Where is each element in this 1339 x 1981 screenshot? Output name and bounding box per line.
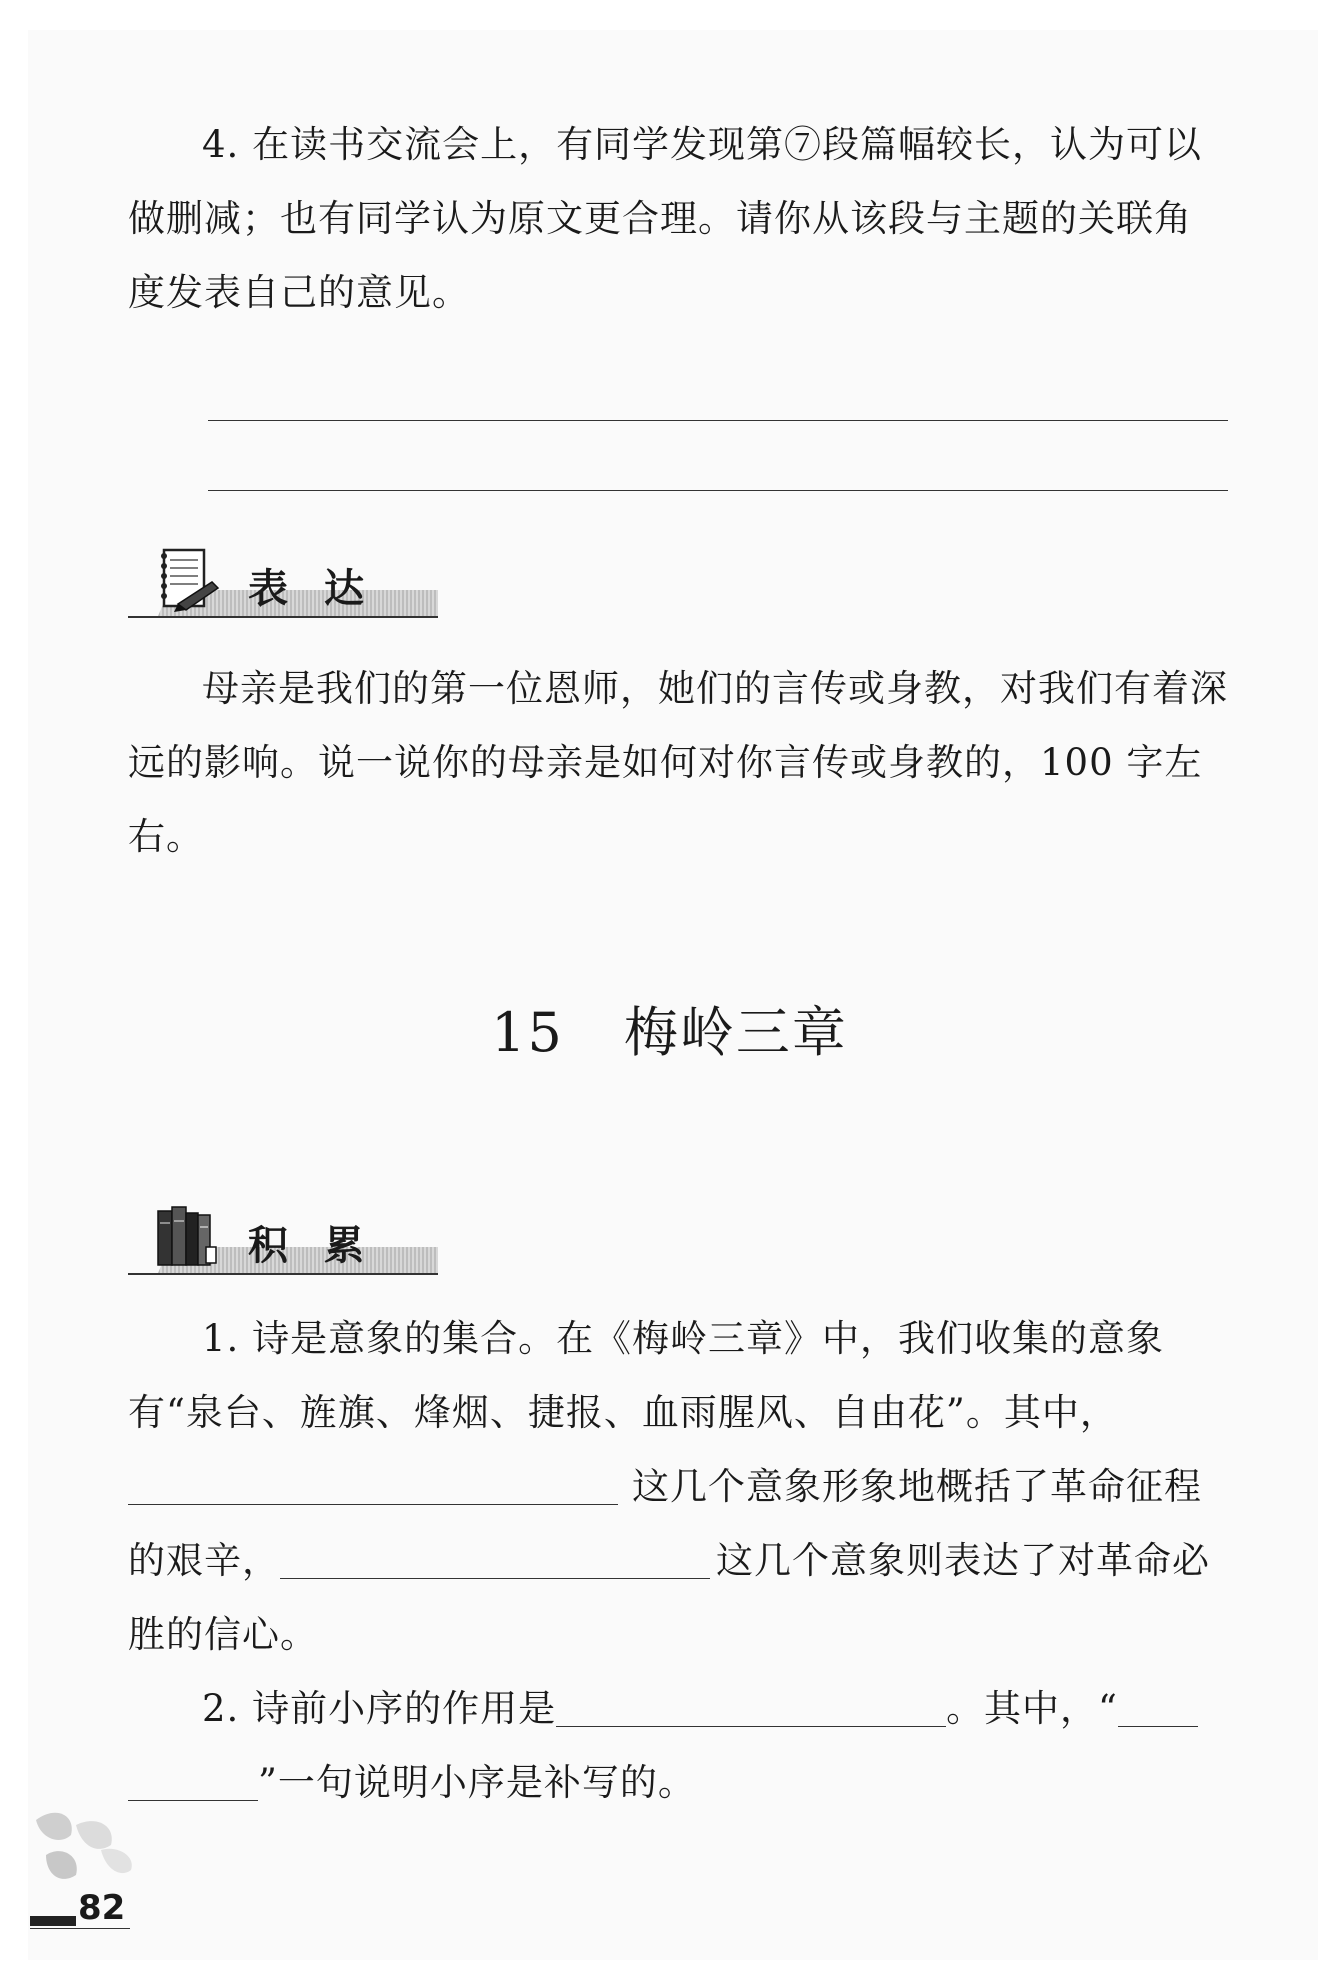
page-number: 82 bbox=[78, 1888, 126, 1928]
fill-blank[interactable] bbox=[556, 1689, 946, 1727]
footer-bar bbox=[30, 1916, 76, 1926]
answer-line[interactable] bbox=[208, 490, 1228, 491]
lesson-title bbox=[0, 990, 1339, 1067]
lesson-name: 梅岭三章 bbox=[623, 1001, 848, 1064]
section-header-accumulate bbox=[128, 1195, 438, 1275]
answer-line[interactable] bbox=[208, 420, 1228, 421]
fill-blank[interactable] bbox=[328, 1467, 618, 1505]
question-text: 。其中，“ bbox=[946, 1687, 1118, 1730]
section-title-expression: 表达 bbox=[248, 566, 400, 612]
accumulate-question-2 bbox=[128, 1672, 1228, 1820]
question-text: 这几个意象形象地概括了革命征程的艰辛， bbox=[128, 1465, 1202, 1582]
question-text: 2. 诗前小序的作用是 bbox=[202, 1687, 557, 1730]
section-header-rule bbox=[128, 616, 438, 618]
notebook-pen-icon bbox=[150, 544, 222, 614]
lesson-number: 15 bbox=[491, 1001, 564, 1064]
question-4: 4. 在读书交流会上，有同学发现第⑦段篇幅较长，认为可以做删减；也有同学认为原文更合理。请你从该段与主题的关联角度发表自己的意见。 bbox=[128, 123, 1203, 314]
question-text: ”一句说明小序是补写的。 bbox=[258, 1761, 696, 1804]
question-text: 这几个意象则表达了对革命必胜的信心。 bbox=[128, 1539, 1210, 1656]
section-header-rule bbox=[128, 1273, 438, 1275]
leaf-decoration-icon bbox=[26, 1800, 146, 1890]
footer-rule bbox=[30, 1928, 130, 1929]
books-icon bbox=[150, 1201, 222, 1271]
section-header-expression bbox=[128, 538, 438, 618]
question-text: 1. 诗是意象的集合。在《梅岭三章》中，我们收集的意象有“泉台、旌旗、烽烟、捷报、血雨腥风、自由花”。其中， bbox=[128, 1317, 1165, 1434]
expression-prompt: 母亲是我们的第一位恩师，她们的言传或身教，对我们有着深远的影响。说一说你的母亲是如何对你言传或身教的，100 字左右。 bbox=[128, 667, 1228, 858]
fill-blank[interactable] bbox=[128, 1763, 258, 1801]
fill-blank[interactable] bbox=[280, 1541, 710, 1579]
accumulate-question-1 bbox=[128, 1302, 1228, 1672]
fill-blank[interactable] bbox=[1118, 1689, 1198, 1727]
fill-blank[interactable] bbox=[128, 1467, 328, 1505]
section-title-accumulate: 积累 bbox=[248, 1223, 400, 1269]
